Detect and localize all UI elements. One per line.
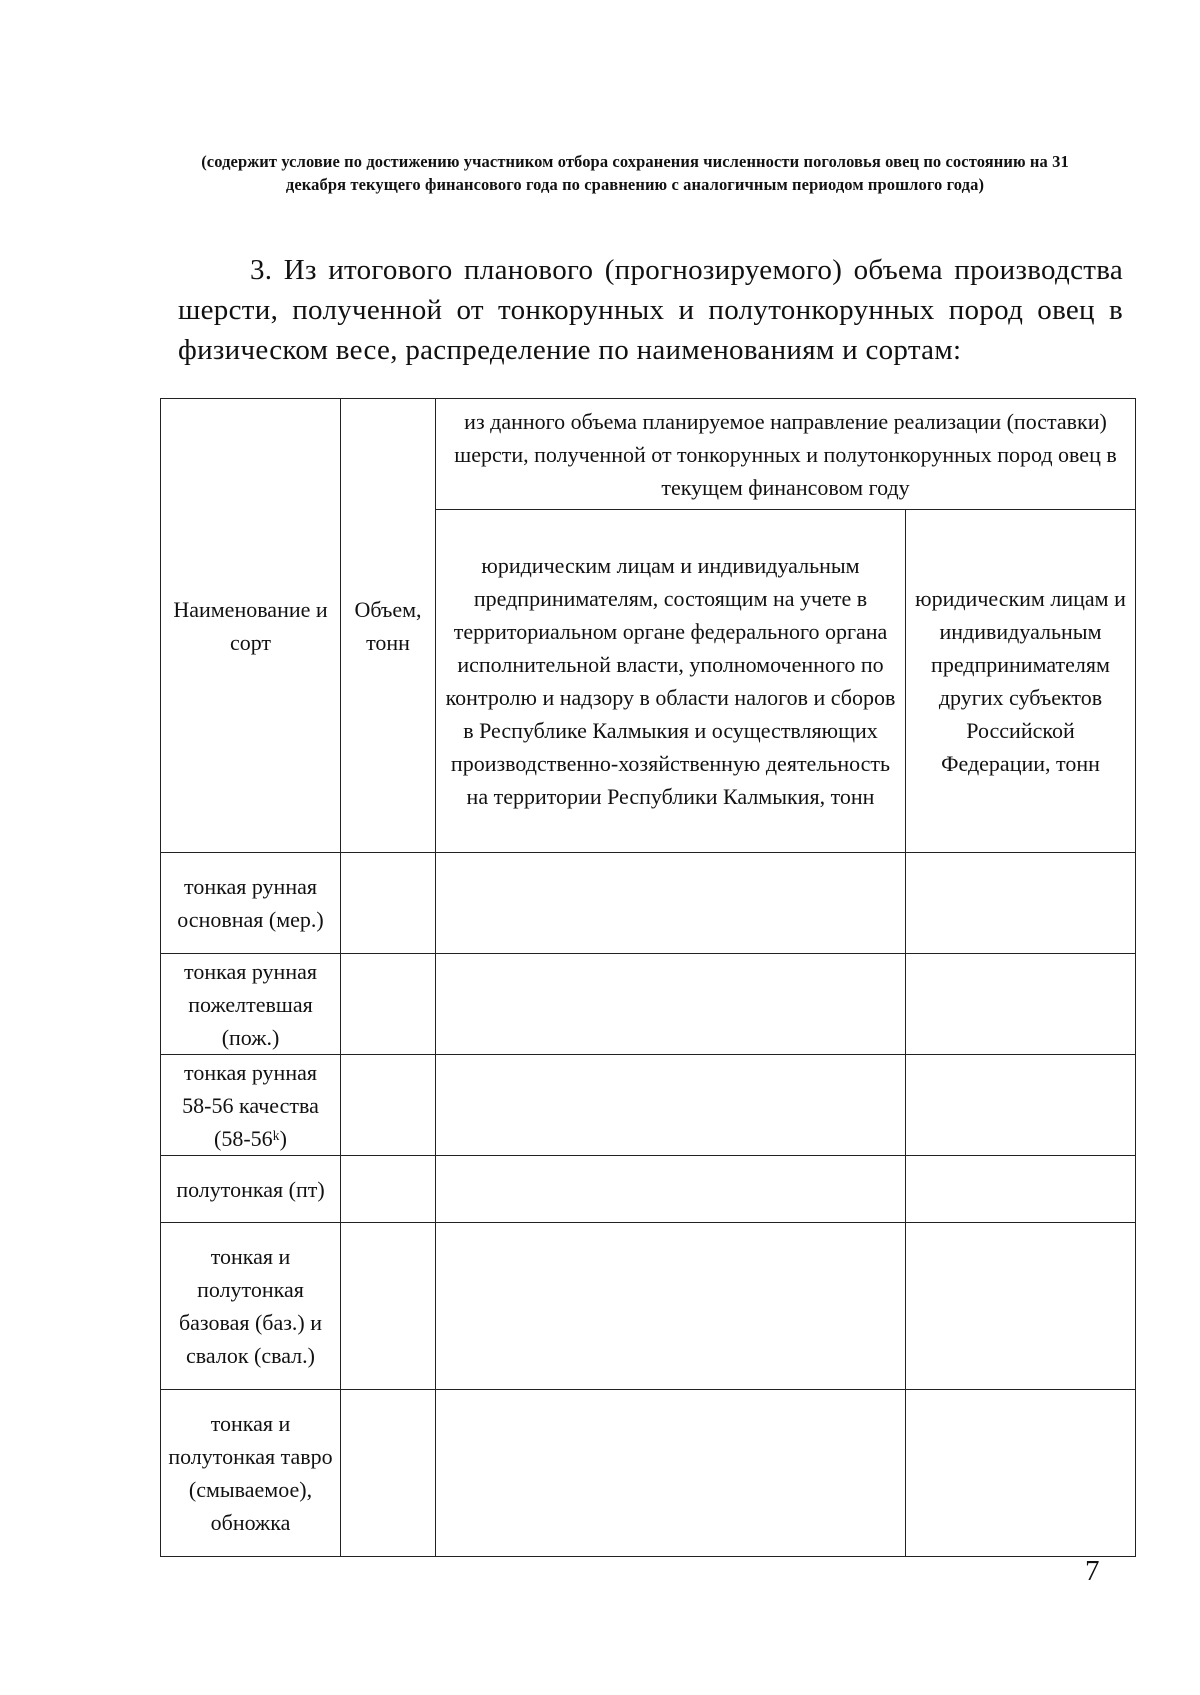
other-regions-cell (906, 1156, 1136, 1223)
table-row (161, 1156, 1136, 1223)
table-row (161, 1055, 1136, 1156)
table-row (161, 1390, 1136, 1557)
other-regions-cell (906, 853, 1136, 954)
kalmykia-cell (436, 853, 906, 954)
grade-name: тонкая и полутонкая базовая (баз.) и свалок (свал.) (161, 1223, 341, 1390)
volume-cell (341, 1390, 436, 1557)
grade-name: полутонкая (пт) (161, 1156, 341, 1223)
volume-cell (341, 954, 436, 1055)
kalmykia-cell (436, 954, 906, 1055)
grade-name: тонкая рунная основная (мер.) (161, 853, 341, 954)
kalmykia-cell (436, 1156, 906, 1223)
volume-cell (341, 853, 436, 954)
header-kalmykia-buyers: юридическим лицам и индивидуальным предпринимателям, состоящим на учете в территориальном органе федерального органа исполнительной власти, уполномоченного по контролю и надзору в области налогов и сборов в Республике Калмыкия и осуществляющих производственно-хозяйственную деятельность на территории Республики Калмыкия, тонн (436, 510, 906, 853)
other-regions-cell (906, 1223, 1136, 1390)
other-regions-cell (906, 1055, 1136, 1156)
volume-cell (341, 1223, 436, 1390)
grade-name: тонкая и полутонкая тавро (смываемое), обножка (161, 1390, 341, 1557)
grade-name: тонкая рунная пожелтевшая (пож.) (161, 954, 341, 1055)
header-name-grade: Наименование и сорт (161, 399, 341, 853)
paragraph-3: 3. Из итогового планового (прогнозируемого) объема производства шерсти, полученной от тонкорунных и полутонкорунных пород овец в физическом весе, распределение по наименованиям и сортам: (178, 254, 1123, 366)
condition-note: (содержит условие по достижению участником отбора сохранения численности поголовья овец по состоянию на 31 декабря текущего финансового года по сравнению с аналогичным периодом прошлого года) (201, 152, 1069, 194)
header-volume: Объем, тонн (341, 399, 436, 853)
table-header-row (161, 399, 1136, 510)
kalmykia-cell (436, 1223, 906, 1390)
other-regions-cell (906, 1390, 1136, 1557)
header-other-regions-buyers: юридическим лицам и индивидуальным предпринимателям других субъектов Российской Федерации, тонн (906, 510, 1136, 853)
page-number: 7 (1085, 1555, 1100, 1587)
kalmykia-cell (436, 1055, 906, 1156)
grade-name: тонкая рунная 58-56 качества (58-56ᵏ) (161, 1055, 341, 1156)
header-sales-direction: из данного объема планируемое направление реализации (поставки) шерсти, полученной от тонкорунных и полутонкорунных пород овец в текущем финансовом году (436, 399, 1136, 510)
volume-cell (341, 1156, 436, 1223)
kalmykia-cell (436, 1390, 906, 1557)
other-regions-cell (906, 954, 1136, 1055)
table-row (161, 1223, 1136, 1390)
wool-distribution-table (160, 398, 1136, 1557)
volume-cell (341, 1055, 436, 1156)
table-row (161, 954, 1136, 1055)
table-row (161, 853, 1136, 954)
